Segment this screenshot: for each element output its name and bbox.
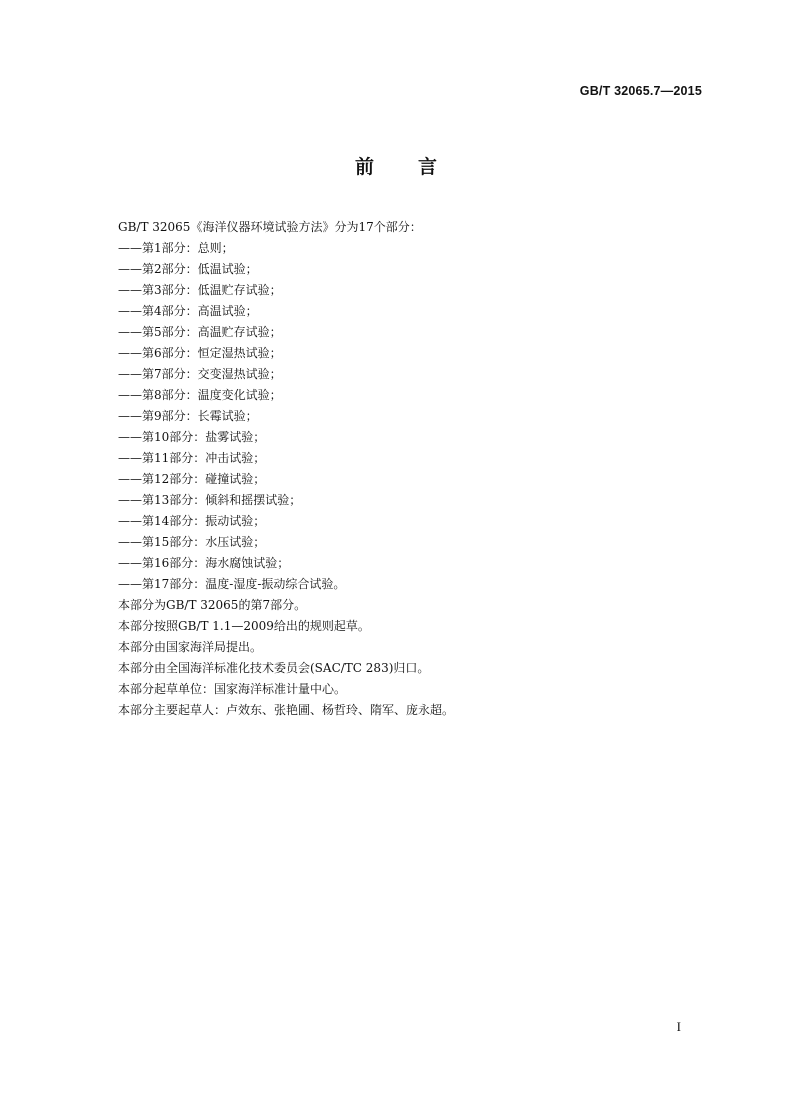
part-list-item: ——第8部分：温度变化试验； bbox=[118, 388, 282, 402]
part-list-item: ——第11部分：冲击试验； bbox=[118, 451, 266, 465]
part-list-item: ——第17部分：温度-湿度-振动综合试验。 bbox=[118, 577, 346, 591]
page-title-char-2: 言 bbox=[418, 156, 438, 178]
statement-paragraph: 本部分由全国海洋标准化技术委员会(SAC/TC 283)归口。 bbox=[118, 661, 430, 675]
part-list-item: ——第16部分：海水腐蚀试验； bbox=[118, 556, 290, 570]
intro-paragraph: GB/T 32065《海洋仪器环境试验方法》分为17个部分： bbox=[118, 220, 422, 234]
foreword-body bbox=[118, 217, 718, 721]
statement-paragraph: 本部分为GB/T 32065的第7部分。 bbox=[118, 598, 307, 612]
statement-paragraph: 本部分按照GB/T 1.1—2009给出的规则起草。 bbox=[118, 619, 370, 633]
page-title bbox=[0, 152, 792, 179]
statement-paragraph: 本部分起草单位：国家海洋标准计量中心。 bbox=[118, 682, 347, 696]
part-list-item: ——第1部分：总则； bbox=[118, 241, 234, 255]
part-list-item: ——第5部分：高温贮存试验； bbox=[118, 325, 282, 339]
part-list-item: ——第2部分：低温试验； bbox=[118, 262, 258, 276]
part-list-item: ——第10部分：盐雾试验； bbox=[118, 430, 266, 444]
standard-code: GB/T 32065.7—2015 bbox=[579, 84, 702, 98]
statement-paragraph: 本部分主要起草人：卢效东、张艳圃、杨哲玲、隋军、庞永超。 bbox=[118, 703, 455, 717]
part-list-item: ——第13部分：倾斜和摇摆试验； bbox=[118, 493, 302, 507]
page-number: I bbox=[676, 1019, 681, 1034]
part-list-item: ——第4部分：高温试验； bbox=[118, 304, 258, 318]
part-list-item: ——第7部分：交变湿热试验； bbox=[118, 367, 282, 381]
part-list-item: ——第14部分：振动试验； bbox=[118, 514, 266, 528]
part-list-item: ——第15部分：水压试验； bbox=[118, 535, 266, 549]
page-title-char-1: 前 bbox=[354, 156, 374, 178]
statement-paragraph: 本部分由国家海洋局提出。 bbox=[118, 640, 263, 654]
part-list-item: ——第9部分：长霉试验； bbox=[118, 409, 258, 423]
part-list-item: ——第12部分：碰撞试验； bbox=[118, 472, 266, 486]
part-list-item: ——第3部分：低温贮存试验； bbox=[118, 283, 282, 297]
part-list-item: ——第6部分：恒定湿热试验； bbox=[118, 346, 282, 360]
